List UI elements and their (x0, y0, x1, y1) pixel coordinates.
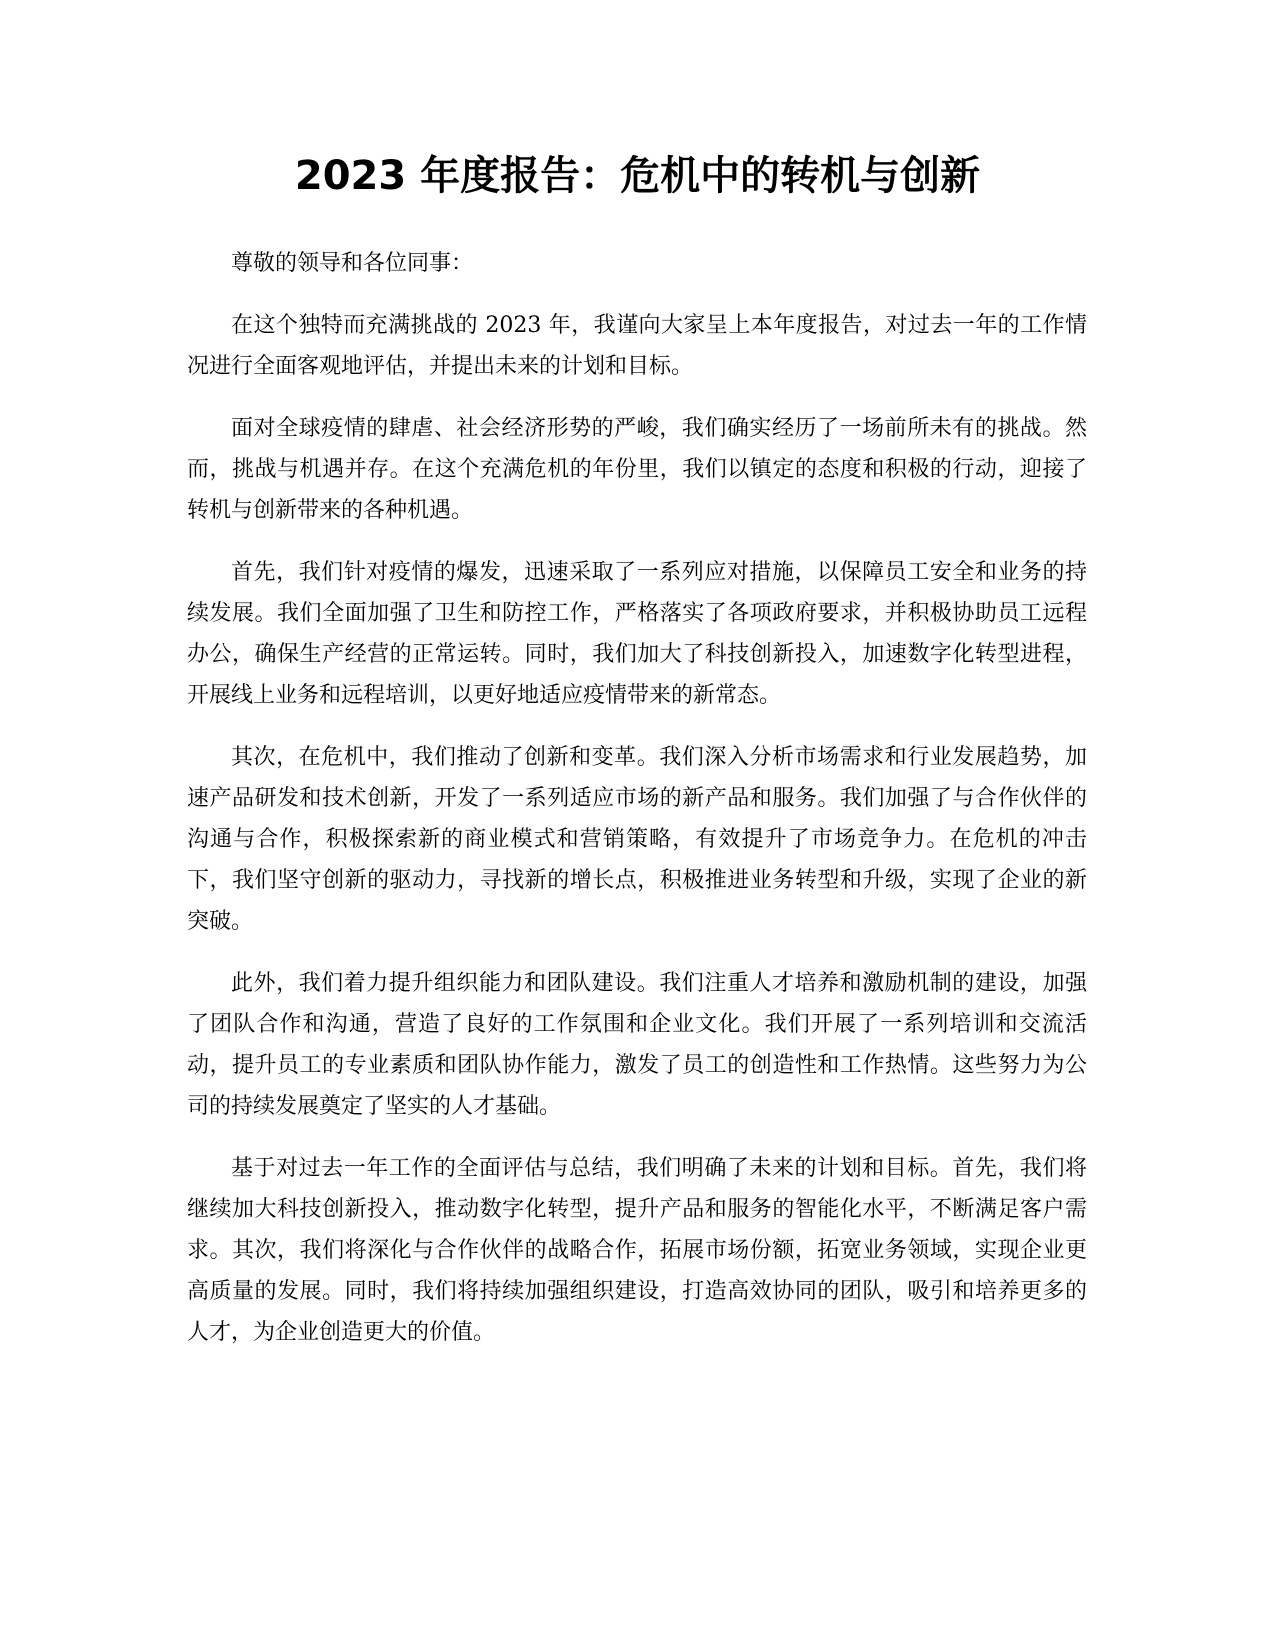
paragraph-plans: 基于对过去一年工作的全面评估与总结，我们明确了未来的计划和目标。首先，我们将继续加大科技创新投入，推动数字化转型，提升产品和服务的智能化水平，不断满足客户需求。其次，我们将深化与合作伙伴的战略合作，拓展市场份额，拓宽业务领域，实现企业更高质量的发展。同时，我们将持续加强组织建设，打造高效协同的团队，吸引和培养更多的人才，为企业创造更大的价值。 (187, 1156, 1087, 1345)
paragraph-team: 此外，我们着力提升组织能力和团队建设。我们注重人才培养和激励机制的建设，加强了团队合作和沟通，营造了良好的工作氛围和企业文化。我们开展了一系列培训和交流活动，提升员工的专业素质和团队协作能力，激发了员工的创造性和工作热情。这些努力为公司的持续发展奠定了坚实的人才基础。 (187, 971, 1087, 1119)
paragraph-first: 首先，我们针对疫情的爆发，迅速采取了一系列应对措施，以保障员工安全和业务的持续发展。我们全面加强了卫生和防控工作，严格落实了各项政府要求，并积极协助员工远程办公，确保生产经营的正常运转。同时，我们加大了科技创新投入，加速数字化转型进程，开展线上业务和远程培训，以更好地适应疫情带来的新常态。 (187, 560, 1087, 708)
paragraph-second: 其次，在危机中，我们推动了创新和变革。我们深入分析市场需求和行业发展趋势，加速产品研发和技术创新，开发了一系列适应市场的新产品和服务。我们加强了与合作伙伴的沟通与合作，积极探索新的商业模式和营销策略，有效提升了市场竞争力。在危机的冲击下，我们坚守创新的驱动力，寻找新的增长点，积极推进业务转型和升级，实现了企业的新突破。 (187, 745, 1087, 934)
paragraph-intro: 在这个独特而充满挑战的 2023 年，我谨向大家呈上本年度报告，对过去一年的工作情况进行全面客观地评估，并提出未来的计划和目标。 (187, 313, 1087, 379)
document-title: 2023 年度报告：危机中的转机与创新 (294, 153, 981, 199)
salutation: 尊敬的领导和各位同事： (231, 251, 474, 276)
paragraph-challenge: 面对全球疫情的肆虐、社会经济形势的严峻，我们确实经历了一场前所未有的挑战。然而，挑战与机遇并存。在这个充满危机的年份里，我们以镇定的态度和积极的行动，迎接了转机与创新带来的各种机遇。 (187, 416, 1087, 523)
document-body (187, 243, 1087, 1374)
